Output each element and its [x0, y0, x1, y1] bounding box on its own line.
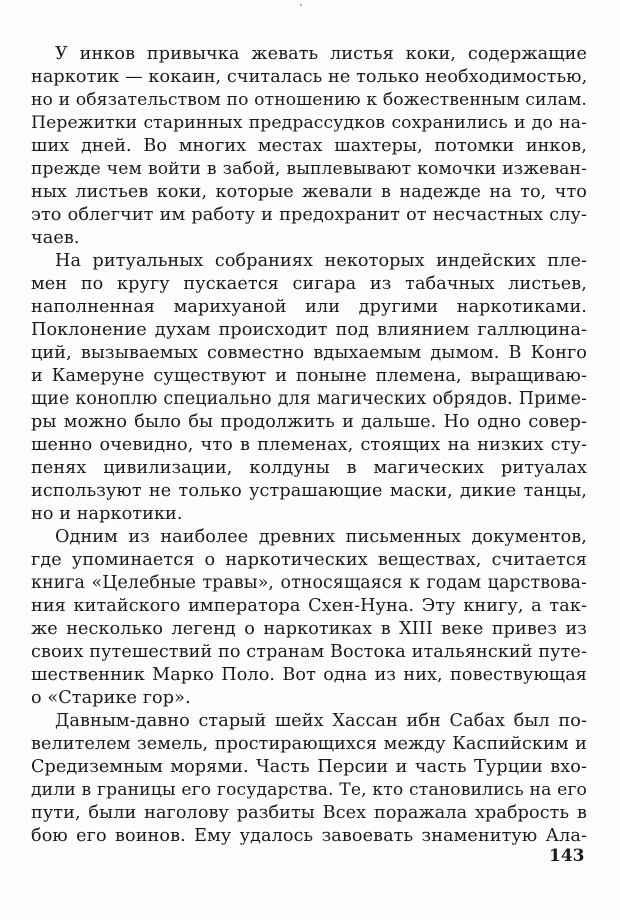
- text-line: Пережитки старинных предрассудков сохранились и до на-: [31, 113, 587, 133]
- text-line: ры можно было бы продолжить и дальше. Но одно совер-: [31, 412, 587, 432]
- text-line: шенно очевидно, что в племенах, стоящих на низких сту-: [31, 435, 587, 455]
- text-line: где упоминается о наркотических веществах, считается: [31, 550, 587, 570]
- text-line: Давным-давно старый шейх Хассан ибн Сабах был по-: [55, 711, 587, 731]
- text-line: мен по кругу пускается сигара из табачных листьев,: [31, 274, 587, 294]
- text-line: пути, были наголову разбиты Всех поражала храбрость в: [31, 803, 587, 823]
- text-line: но и наркотики.: [31, 504, 183, 524]
- text-line: ций, вызываемых совместно вдыхаемым дымом. В Конго: [31, 343, 587, 363]
- text-line: ных листьев коки, которые жевали в надежде на то, что: [31, 182, 587, 202]
- text-line: наполненная марихуаной или другими наркотиками.: [31, 297, 587, 317]
- text-line: шественник Марко Поло. Вот одна из них, повествующая: [31, 665, 587, 685]
- text-line: ших дней. Во многих местах шахтеры, потомки инков,: [31, 136, 587, 156]
- scan-speck: [300, 4, 302, 6]
- text-line: книга «Целебные травы», относящаяся к годам царствова-: [31, 573, 587, 593]
- text-line: бою его воинов. Ему удалось завоевать знаменитую Ала-: [31, 826, 587, 846]
- text-line: же несколько легенд о наркотиках в XIII веке привез из: [31, 619, 587, 639]
- text-line: своих путешествий по странам Востока итальянский путе-: [31, 642, 587, 662]
- text-line: У инков привычка жевать листья коки, содержащие: [55, 44, 587, 64]
- text-line: пенях цивилизации, колдуны в магических ритуалах: [31, 458, 587, 478]
- text-line: Одним из наиболее древних письменных документов,: [55, 527, 587, 547]
- text-line: На ритуальных собраниях некоторых индейских пле-: [55, 251, 587, 271]
- text-line: велителем земель, простирающихся между Каспийским и: [31, 734, 587, 754]
- text-line: используют не только устрашающие маски, дикие танцы,: [31, 481, 587, 501]
- text-line: Поклонение духам происходит под влиянием галлюцина-: [31, 320, 587, 340]
- body-text: [31, 43, 587, 848]
- text-line: о «Старике гор».: [31, 688, 191, 708]
- text-line: это облегчит им работу и предохранит от несчастных слу-: [31, 205, 587, 225]
- text-line: чаев.: [31, 228, 80, 248]
- page-number: 143: [549, 846, 585, 866]
- text-line: Средиземным морями. Часть Персии и часть Турции вхо-: [31, 757, 587, 777]
- text-line: ния китайского императора Схен-Нуна. Эту книгу, а так-: [31, 596, 587, 616]
- text-line: но и обязательством по отношению к божественным силам.: [31, 90, 587, 110]
- text-line: прежде чем войти в забой, выплевывают комочки изжеван-: [31, 159, 587, 179]
- text-line: щие коноплю специально для магических обрядов. Приме-: [31, 389, 587, 409]
- text-line: и Камеруне существуют и поныне племена, выращиваю-: [31, 366, 587, 386]
- text-line: наркотик — кокаин, считалась не только необходимостью,: [31, 67, 587, 87]
- text-line: дили в границы его государства. Те, кто становились на его: [31, 780, 587, 800]
